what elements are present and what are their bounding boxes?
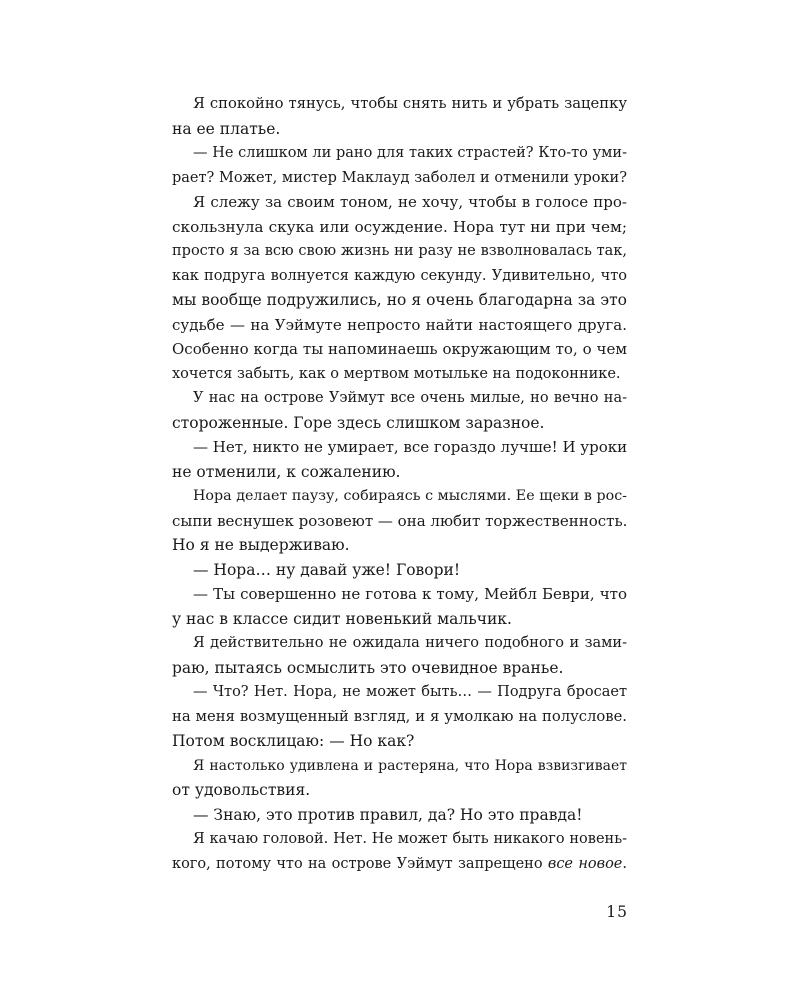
text-line: — Нет, никто не умирает, все гораздо лучше! И уроки (193, 438, 628, 456)
text-line: рает? Может, мистер Маклауд заболел и отменили уроки? (172, 169, 627, 186)
text-line: у нас в классе сидит новенький мальчик. (172, 609, 512, 628)
text-line: У нас на острове Уэймут все очень милые, но вечно на- (193, 390, 627, 406)
text-line: на ее платье. (172, 119, 281, 138)
text-line: — Не слишком ли рано для таких страстей? Кто-то уми- (193, 145, 627, 161)
page-text-block (172, 92, 627, 876)
text-line-last (172, 852, 627, 877)
text-line: Я качаю головой. Нет. Не может быть никакого новень- (193, 831, 627, 847)
text-line: сыпи веснушек розовеют — она любит торжественность. (172, 511, 628, 530)
text-line: хочется забыть, как о мертвом мотыльке на подоконнике. (172, 365, 621, 382)
text-line: от удовольствия. (172, 781, 311, 799)
text-line: скользнула скука или осуждение. Нора тут ни при чем; (172, 217, 627, 236)
text-line: Нора делает паузу, собираясь с мыслями. Ее щеки в рос- (193, 488, 627, 504)
text-line: раю, пытаясь осмыслить это очевидное вранье. (172, 658, 564, 677)
text-line: на меня возмущенный взгляд, и я умолкаю на полуслове. (172, 707, 627, 725)
text-line: Потом восклицаю: — Но как? (172, 732, 415, 750)
text-line: Я настолько удивлена и растеряна, что Нора взвизгивает (193, 757, 627, 774)
text-line: Я действительно не ожидала ничего подобного и зами- (193, 635, 627, 651)
text-line: Я спокойно тянусь, чтобы снять нить и убрать зацепку (193, 95, 627, 112)
text-line: Я слежу за своим тоном, не хочу, чтобы в голосе про- (193, 193, 627, 211)
text-line: — Знаю, это против правил, да? Но это правда! (193, 805, 583, 824)
last-line-text: кого, потому что на острове Уэймут запрещено (172, 855, 543, 872)
text-line: не отменили, к сожалению. (172, 462, 401, 481)
emphasized-phrase: все новое (547, 855, 623, 872)
text-line: Но я не выдерживаю. (172, 536, 350, 554)
text-line: просто я за всю свою жизнь ни разу не взволновалась так, (172, 243, 627, 259)
text-line: судьбе — на Уэймуте непросто найти настоящего друга. (172, 315, 627, 334)
last-line-period: . (622, 855, 627, 872)
text-line: стороженные. Горе здесь слишком заразное. (172, 413, 545, 432)
text-line: Особенно когда ты напоминаешь окружающим то, о чем (172, 340, 627, 358)
text-line: как подруга волнуется каждую секунду. Удивительно, что (172, 267, 627, 284)
page-number: 15 (606, 903, 628, 921)
text-line: — Ты совершенно не готова к тому, Мейбл Беври, что (193, 585, 627, 603)
text-line: — Что? Нет. Нора, не может быть… — Подруга бросает (193, 684, 627, 700)
text-line: мы вообще подружились, но я очень благодарна за это (172, 291, 627, 309)
text-line: — Нора… ну давай уже! Говори! (193, 560, 461, 579)
